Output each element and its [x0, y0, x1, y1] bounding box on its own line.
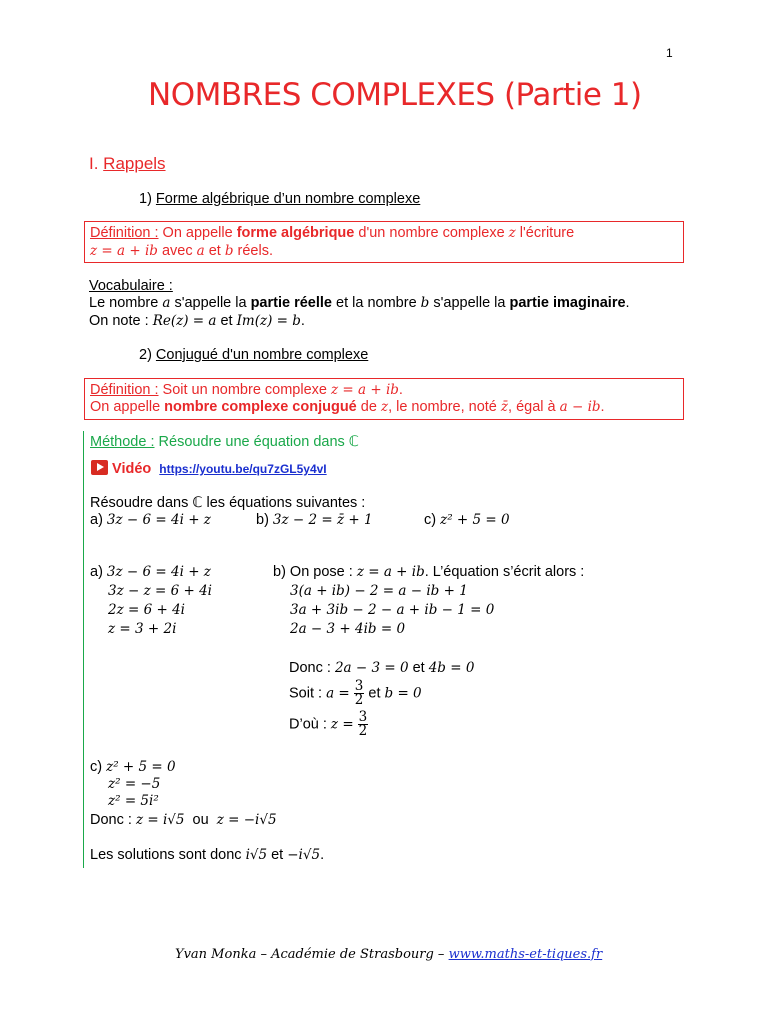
subsection-heading-1 [139, 191, 420, 207]
definition-2-line-2 [90, 399, 605, 415]
text: . [600, 399, 605, 415]
fraction [358, 711, 369, 738]
math: z = a + ib [90, 243, 158, 259]
solution-c-line-3: z² = 5i² [108, 793, 159, 809]
label: a) [90, 512, 107, 528]
page-number: 1 [666, 46, 673, 60]
math: z = i√5 [135, 812, 185, 828]
section-number: I. [89, 154, 104, 173]
math: 3z − 6 = 4i + z [106, 512, 211, 528]
numerator: 3 [358, 709, 368, 725]
text: . [625, 295, 630, 311]
method-heading [90, 434, 359, 450]
method-title: Résoudre une équation dans ℂ [154, 434, 359, 450]
math: z² + 5 = 0 [440, 512, 510, 528]
bold-term: partie imaginaire [509, 295, 626, 311]
exercise-a [90, 512, 211, 528]
text: et [267, 847, 288, 863]
solution-b-dou [289, 711, 368, 738]
solution-b-intro [273, 564, 584, 580]
text: Donc : [289, 660, 335, 676]
text: b) On pose : [273, 564, 357, 580]
bold-term: partie réelle [250, 295, 332, 311]
method-margin-line [83, 431, 84, 868]
solution-b-line-2: 3a + 3ib − 2 − a + ib − 1 = 0 [290, 602, 495, 618]
text: et [364, 685, 385, 702]
solution-b-soit [289, 680, 422, 707]
solution-b-line-3: 2a − 3 + 4ib = 0 [290, 621, 406, 637]
math: b [224, 243, 234, 259]
math: Re(z) = a [152, 313, 217, 329]
vocabulary-label: Vocabulaire : [89, 278, 173, 294]
math: 4b = 0 [428, 660, 475, 676]
page-footer [175, 947, 602, 962]
definition-1-line-2 [90, 243, 273, 259]
bold-term: forme algébrique [236, 225, 355, 241]
solution-a-line-2: 3z − z = 6 + 4i [108, 583, 212, 599]
label: c) [90, 759, 107, 775]
solution-a-line-3: 2z = 6 + 4i [108, 602, 185, 618]
denominator: 2 [354, 692, 364, 708]
method-label: Méthode : [90, 434, 155, 450]
exercise-b [256, 512, 373, 528]
text: . [398, 382, 403, 398]
math: a [162, 295, 171, 311]
denominator: 2 [358, 723, 368, 739]
math: z [380, 399, 389, 415]
solution-a-line-1 [90, 564, 211, 580]
math: z = [330, 716, 354, 733]
text: Les solutions sont donc [90, 847, 246, 863]
math: Im(z) = b [236, 313, 301, 329]
play-video-icon[interactable] [91, 460, 108, 475]
fraction [354, 680, 365, 707]
solution-b-donc [289, 660, 474, 676]
math: z² + 5 = 0 [106, 759, 176, 775]
math: z̄ [500, 399, 509, 415]
subsection-number: 1) [139, 191, 156, 207]
math: a [196, 243, 205, 259]
math: a − ib [559, 399, 601, 415]
math: 2a − 3 = 0 [334, 660, 409, 676]
text: et [216, 313, 237, 329]
vocabulary-line-2 [89, 313, 305, 329]
text: Le nombre [89, 295, 163, 311]
math: 3z − 6 = 4i + z [106, 564, 211, 580]
text: Soit un nombre complexe [158, 382, 331, 398]
exercise-c [424, 512, 510, 528]
text: On note : [89, 313, 153, 329]
math: −i√5 [287, 847, 321, 863]
math: z = −i√5 [216, 812, 277, 828]
math: b = 0 [384, 685, 422, 702]
text: réels. [233, 243, 273, 259]
text: On appelle [158, 225, 237, 241]
text: et [204, 243, 225, 259]
text: de [356, 399, 381, 415]
solution-conclusion [90, 847, 324, 863]
footer-text: Yvan Monka – Académie de Strasbourg – [175, 947, 449, 962]
text: s'appelle la [429, 295, 510, 311]
page-title: NOMBRES COMPLEXES (Partie 1) [148, 77, 642, 113]
math: b [420, 295, 430, 311]
solution-c-line-1 [90, 759, 176, 775]
solution-b-line-1: 3(a + ib) − 2 = a − ib + 1 [290, 583, 468, 599]
text: . L’équation s’écrit alors : [424, 564, 585, 580]
text: , égal à [508, 399, 560, 415]
definition-2-line-1 [90, 382, 403, 398]
footer-link[interactable]: www.maths-et-tiques.fr [448, 947, 603, 962]
solution-a-line-4: z = 3 + 2i [108, 621, 177, 637]
math: z = a + ib [331, 382, 399, 398]
subsection-heading-2 [139, 347, 368, 363]
math: z = a + ib [356, 564, 425, 580]
text: s'appelle la [170, 295, 251, 311]
definition-label: Définition : [90, 225, 159, 241]
section-label: Rappels [103, 154, 166, 173]
video-label: Vidéo [108, 461, 152, 477]
solution-c-donc [90, 812, 277, 828]
section-heading [89, 154, 166, 174]
text: ou [184, 812, 217, 828]
subsection-number: 2) [139, 347, 156, 363]
text: et la nombre [332, 295, 421, 311]
text: Soit : [289, 685, 327, 702]
math: 3z − 2 = z̄ + 1 [272, 512, 373, 528]
math: i√5 [245, 847, 268, 863]
bold-term: nombre complexe conjugué [164, 399, 357, 415]
definition-1-line-1 [90, 225, 574, 241]
text: . [320, 847, 325, 863]
video-link[interactable]: https://youtu.be/qu7zGL5y4vI [159, 462, 327, 476]
text: Donc : [90, 812, 136, 828]
text: avec [157, 243, 197, 259]
subsection-label: Forme algébrique d’un nombre complexe [155, 191, 421, 207]
text: l'écriture [515, 225, 575, 241]
text: On appelle [90, 399, 165, 415]
subsection-label: Conjugué d'un nombre complexe [155, 347, 369, 363]
solution-c-line-2: z² = −5 [108, 776, 161, 792]
label: a) [90, 564, 107, 580]
math: z [508, 225, 516, 241]
text: d'un nombre complexe [354, 225, 509, 241]
text: , le nombre, noté [388, 399, 501, 415]
label: b) [256, 512, 273, 528]
definition-label: Définition : [90, 382, 159, 398]
text: . [300, 313, 305, 329]
vocabulary-line-1 [89, 295, 630, 311]
text: D’où : [289, 716, 331, 733]
text: et [408, 660, 429, 676]
math: a = [326, 685, 350, 702]
numerator: 3 [354, 678, 364, 694]
label: c) [424, 512, 441, 528]
video-line [91, 460, 327, 477]
exercise-intro: Résoudre dans ℂ les équations suivantes : [90, 495, 366, 511]
